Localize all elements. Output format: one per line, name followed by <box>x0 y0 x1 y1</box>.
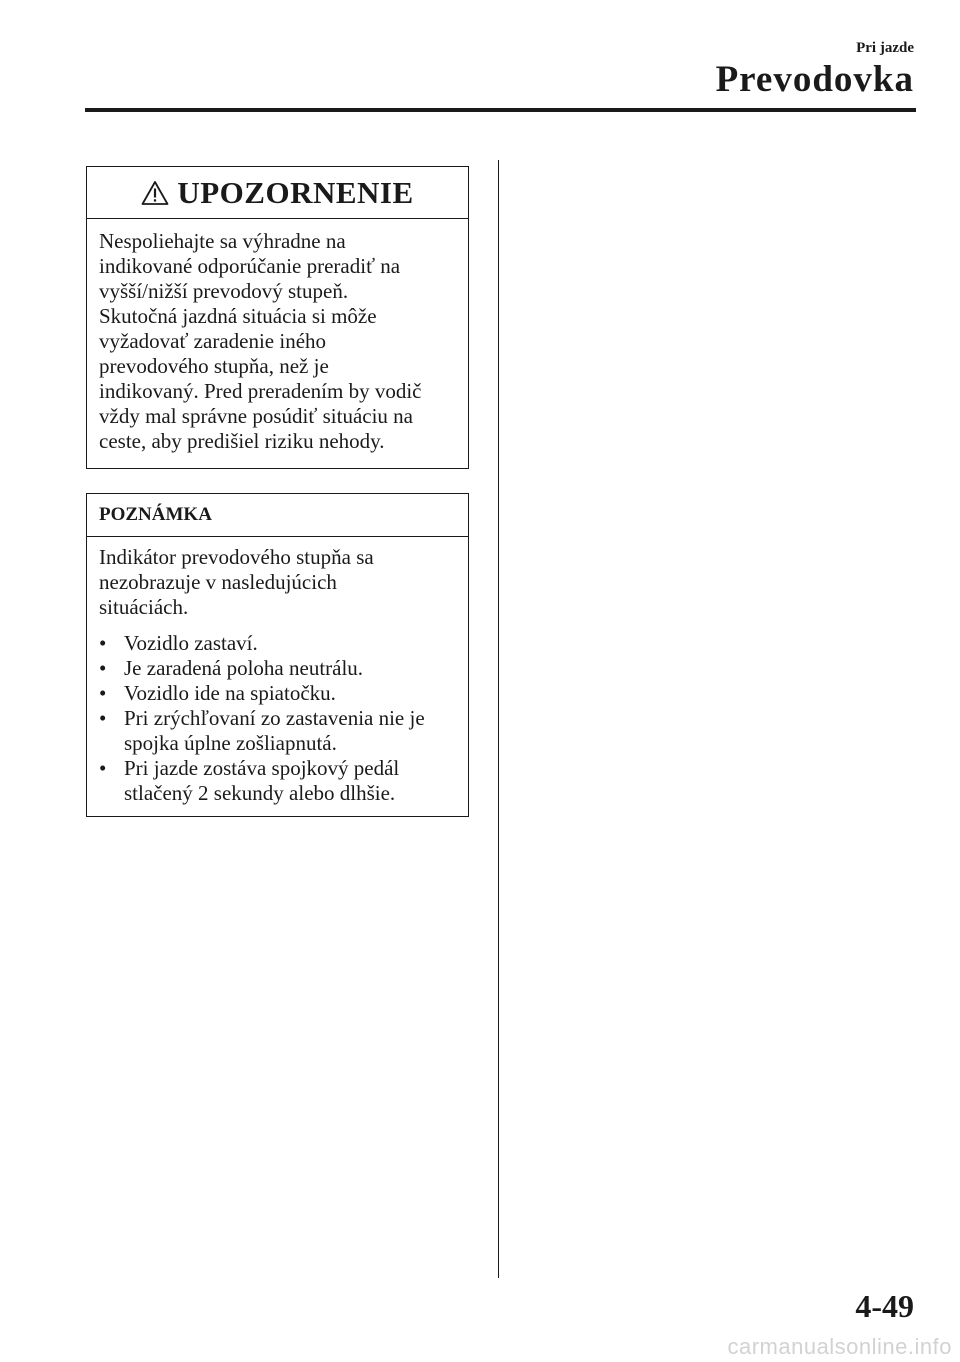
warning-box <box>86 166 469 469</box>
warning-line: Skutočná jazdná situácia si môže <box>99 304 377 328</box>
section-label: Pri jazde <box>856 40 914 56</box>
warning-line: vždy mal správne posúdiť situáciu na <box>99 404 413 428</box>
list-item-text <box>124 706 425 756</box>
warning-line: vyšší/nižší prevodový stupeň. <box>99 279 349 303</box>
note-bullet-list <box>99 631 456 806</box>
list-item-line: Vozidlo zastaví. <box>124 631 258 655</box>
warning-line: Nespoliehajte sa výhradne na <box>99 229 346 253</box>
note-box <box>86 493 469 817</box>
bullet-icon: • <box>99 706 107 730</box>
note-title: POZNÁMKA <box>99 504 212 525</box>
warning-box-header <box>87 167 468 219</box>
bullet-icon: • <box>99 756 107 780</box>
list-item <box>99 706 456 756</box>
warning-line: indikovaný. Pred preradením by vodič <box>99 379 422 403</box>
list-item-line: Pri jazde zostáva spojkový pedál <box>124 756 400 780</box>
list-item-text <box>124 631 258 656</box>
list-item <box>99 756 456 806</box>
list-item-line: spojka úplne zošliapnutá. <box>124 731 337 755</box>
list-item-text <box>124 681 336 706</box>
warning-line: prevodového stupňa, než je <box>99 354 329 378</box>
warning-text <box>87 219 468 454</box>
note-text <box>87 537 468 806</box>
list-item-text <box>124 656 363 681</box>
page-number: 4-49 <box>855 1288 914 1324</box>
note-intro-line: nezobrazuje v nasledujúcich <box>99 570 337 594</box>
warning-triangle-icon <box>141 180 169 206</box>
note-intro-line: situáciách. <box>99 595 189 619</box>
page-title: Prevodovka <box>715 59 914 100</box>
list-item <box>99 631 456 656</box>
list-item-line: Pri zrýchľovaní zo zastavenia nie je <box>124 706 425 730</box>
header-rule <box>85 108 916 112</box>
list-item-line: stlačený 2 sekundy alebo dlhšie. <box>124 781 396 805</box>
bullet-icon: • <box>99 681 107 705</box>
column-divider <box>498 160 499 1278</box>
note-box-header <box>87 494 468 537</box>
bullet-icon: • <box>99 656 107 680</box>
list-item-line: Vozidlo ide na spiatočku. <box>124 681 336 705</box>
warning-line: indikované odporúčanie preradiť na <box>99 254 401 278</box>
warning-title: UPOZORNENIE <box>177 174 414 210</box>
warning-line: vyžadovať zaradenie iného <box>99 329 327 353</box>
list-item-text <box>124 756 399 806</box>
note-intro-line: Indikátor prevodového stupňa sa <box>99 545 374 569</box>
warning-line: ceste, aby predišiel riziku nehody. <box>99 429 385 453</box>
list-item <box>99 656 456 681</box>
bullet-icon: • <box>99 631 107 655</box>
watermark: carmanualsonline.info <box>727 1334 952 1359</box>
list-item-line: Je zaradená poloha neutrálu. <box>124 656 364 680</box>
list-item <box>99 681 456 706</box>
